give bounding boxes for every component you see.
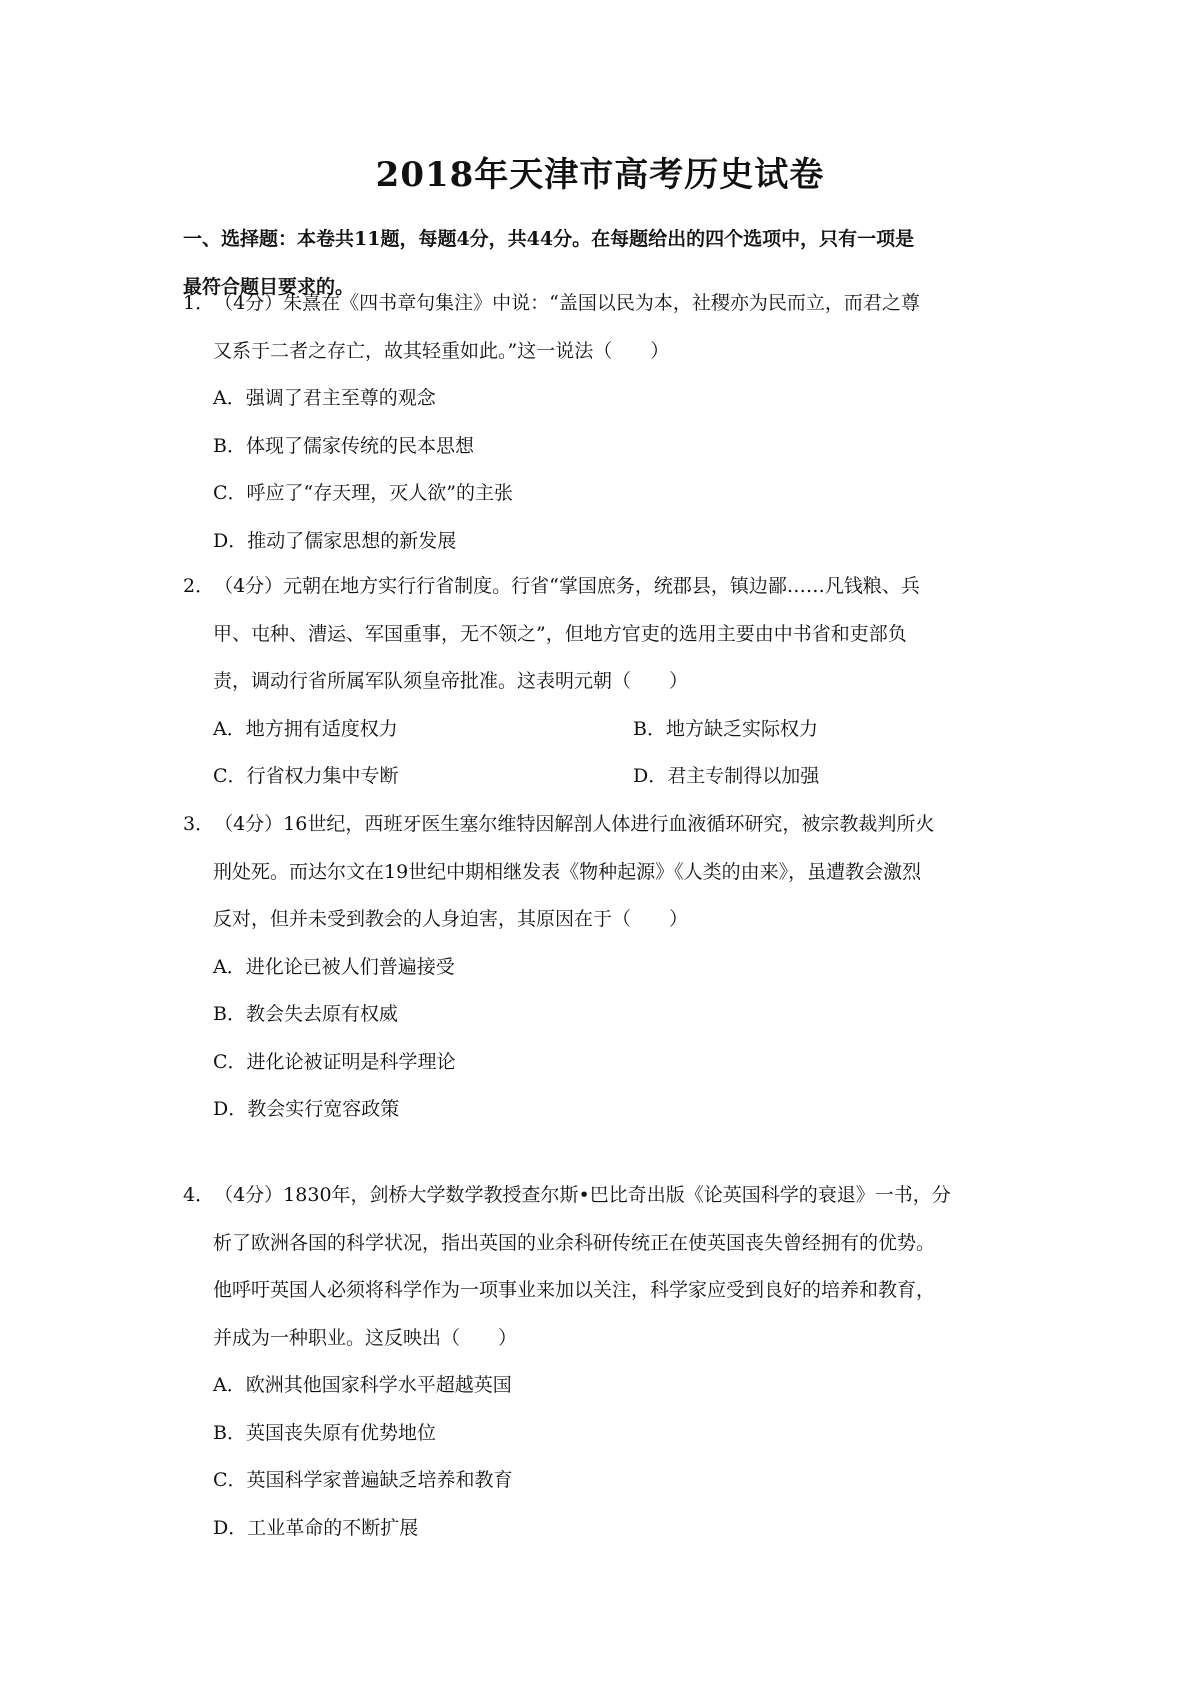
option-letter: D． <box>213 1516 248 1539</box>
option-letter: C． <box>213 1469 247 1491</box>
option-letter: D． <box>213 1098 248 1120</box>
question-stem-line: 责，调动行省所属军队须皇帝批准。这表明元朝（ ） <box>213 670 689 692</box>
option-d[interactable] <box>633 753 1053 801</box>
option-letter: A． <box>213 387 246 409</box>
options-list <box>183 375 1043 565</box>
option-text: 工业革命的不断扩展 <box>247 1516 419 1539</box>
option-text: 地方缺乏实际权力 <box>665 717 818 740</box>
option-letter: B． <box>213 1003 246 1025</box>
option-letter: D． <box>213 529 248 552</box>
question-4 <box>183 1172 1043 1552</box>
question-number: 4． <box>183 1184 215 1206</box>
option-text: 教会实行宽容政策 <box>247 1098 400 1120</box>
question-number: 3． <box>183 813 215 835</box>
option-letter: A． <box>213 717 246 740</box>
option-c[interactable] <box>213 1457 1043 1505</box>
question-stem-line <box>183 563 1043 611</box>
option-text: 推动了儒家思想的新发展 <box>247 529 457 552</box>
option-d[interactable] <box>213 1086 1043 1134</box>
question-stem-line <box>183 801 1043 849</box>
option-text: 地方拥有适度权力 <box>245 717 398 740</box>
question-number: 1． <box>183 292 215 314</box>
option-text: 英国丧失原有优势地位 <box>245 1421 436 1444</box>
option-a[interactable] <box>213 1362 1043 1410</box>
question-stem-text: （4分）1830年，剑桥大学数学教授查尔斯•巴比奇出版《论英国科学的衰退》一书，分 <box>214 1184 951 1206</box>
option-letter: B． <box>213 1421 246 1444</box>
question-stem-line: 他呼吁英国人必须将科学作为一项事业来加以关注，科学家应受到良好的培养和教育， <box>213 1279 936 1301</box>
option-text: 进化论被证明是科学理论 <box>246 1050 456 1073</box>
question-1 <box>183 280 1043 565</box>
question-2 <box>183 563 1043 801</box>
question-3 <box>183 801 1043 1134</box>
question-stem-text: （4分）16世纪，西班牙医生塞尔维特因解剖人体进行血液循环研究，被宗教裁判所火 <box>214 813 935 835</box>
option-text: 欧洲其他国家科学水平超越英国 <box>245 1374 512 1396</box>
option-text: 进化论已被人们普遍接受 <box>245 955 455 978</box>
question-stem-line: 刑处死。而达尔文在19世纪中期相继发表《物种起源》《人类的由来》，虽遭教会激烈 <box>213 860 922 883</box>
option-c[interactable] <box>213 1039 1043 1087</box>
option-b[interactable] <box>213 1410 1043 1458</box>
question-stem-line: 并成为一种职业。这反映出（ ） <box>213 1326 518 1349</box>
options-list <box>183 944 1043 1134</box>
question-stem-line: 析了欧洲各国的科学状况，指出英国的业余科研传统正在使英国丧失曾经拥有的优势。 <box>213 1231 936 1254</box>
option-letter: B． <box>633 717 666 740</box>
option-text: 教会失去原有权威 <box>245 1003 398 1025</box>
option-text: 君主专制得以加强 <box>667 765 820 787</box>
option-c[interactable] <box>213 753 633 801</box>
section-header-line: 最符合题目要求的。 <box>183 276 355 298</box>
option-letter: C． <box>213 765 247 787</box>
option-a[interactable] <box>213 375 1043 423</box>
options-list <box>183 1362 1043 1552</box>
question-stem-line: 又系于二者之存亡，故其轻重如此。”这一说法（ ） <box>213 339 670 362</box>
option-b[interactable] <box>213 991 1043 1039</box>
option-letter: D． <box>633 765 668 787</box>
option-text: 强调了君主至尊的观念 <box>245 387 436 409</box>
question-stem-line <box>183 1172 1043 1220</box>
option-text: 英国科学家普遍缺乏培养和教育 <box>246 1469 513 1491</box>
option-text: 行省权力集中专断 <box>246 765 399 787</box>
options-grid <box>183 706 1043 801</box>
option-letter: A． <box>213 1374 246 1396</box>
option-b[interactable] <box>633 706 1053 754</box>
option-letter: A． <box>213 955 246 978</box>
option-letter: C． <box>213 482 247 504</box>
section-header-line: 一、选择题：本卷共11题，每题4分，共44分。在每题给出的四个选项中，只有一项是 <box>183 228 915 250</box>
option-letter: B． <box>213 434 246 457</box>
question-stem-line: 甲、屯种、漕运、军国重事，无不领之”，但地方官吏的选用主要由中书省和吏部负 <box>213 622 907 645</box>
option-a[interactable] <box>213 706 633 754</box>
page-title: 2018年天津市高考历史试卷 <box>375 155 825 195</box>
option-b[interactable] <box>213 423 1043 471</box>
option-d[interactable] <box>213 1505 1043 1553</box>
option-c[interactable] <box>213 470 1043 518</box>
question-number: 2． <box>183 575 215 597</box>
question-stem-line: 反对，但并未受到教会的人身迫害，其原因在于（ ） <box>213 908 689 930</box>
option-a[interactable] <box>213 944 1043 992</box>
option-letter: C． <box>213 1050 247 1073</box>
question-stem-text: （4分）朱熹在《四书章句集注》中说：“盖国以民为本，社稷亦为民而立，而君之尊 <box>214 292 920 314</box>
option-text: 体现了儒家传统的民本思想 <box>245 434 474 457</box>
question-stem-text: （4分）元朝在地方实行行省制度。行省“掌国庶务，统郡县，镇边鄙……凡钱粮、兵 <box>214 575 920 597</box>
option-text: 呼应了“存天理，灭人欲”的主张 <box>246 482 513 504</box>
question-stem-line <box>183 280 1043 328</box>
option-d[interactable] <box>213 518 1043 566</box>
